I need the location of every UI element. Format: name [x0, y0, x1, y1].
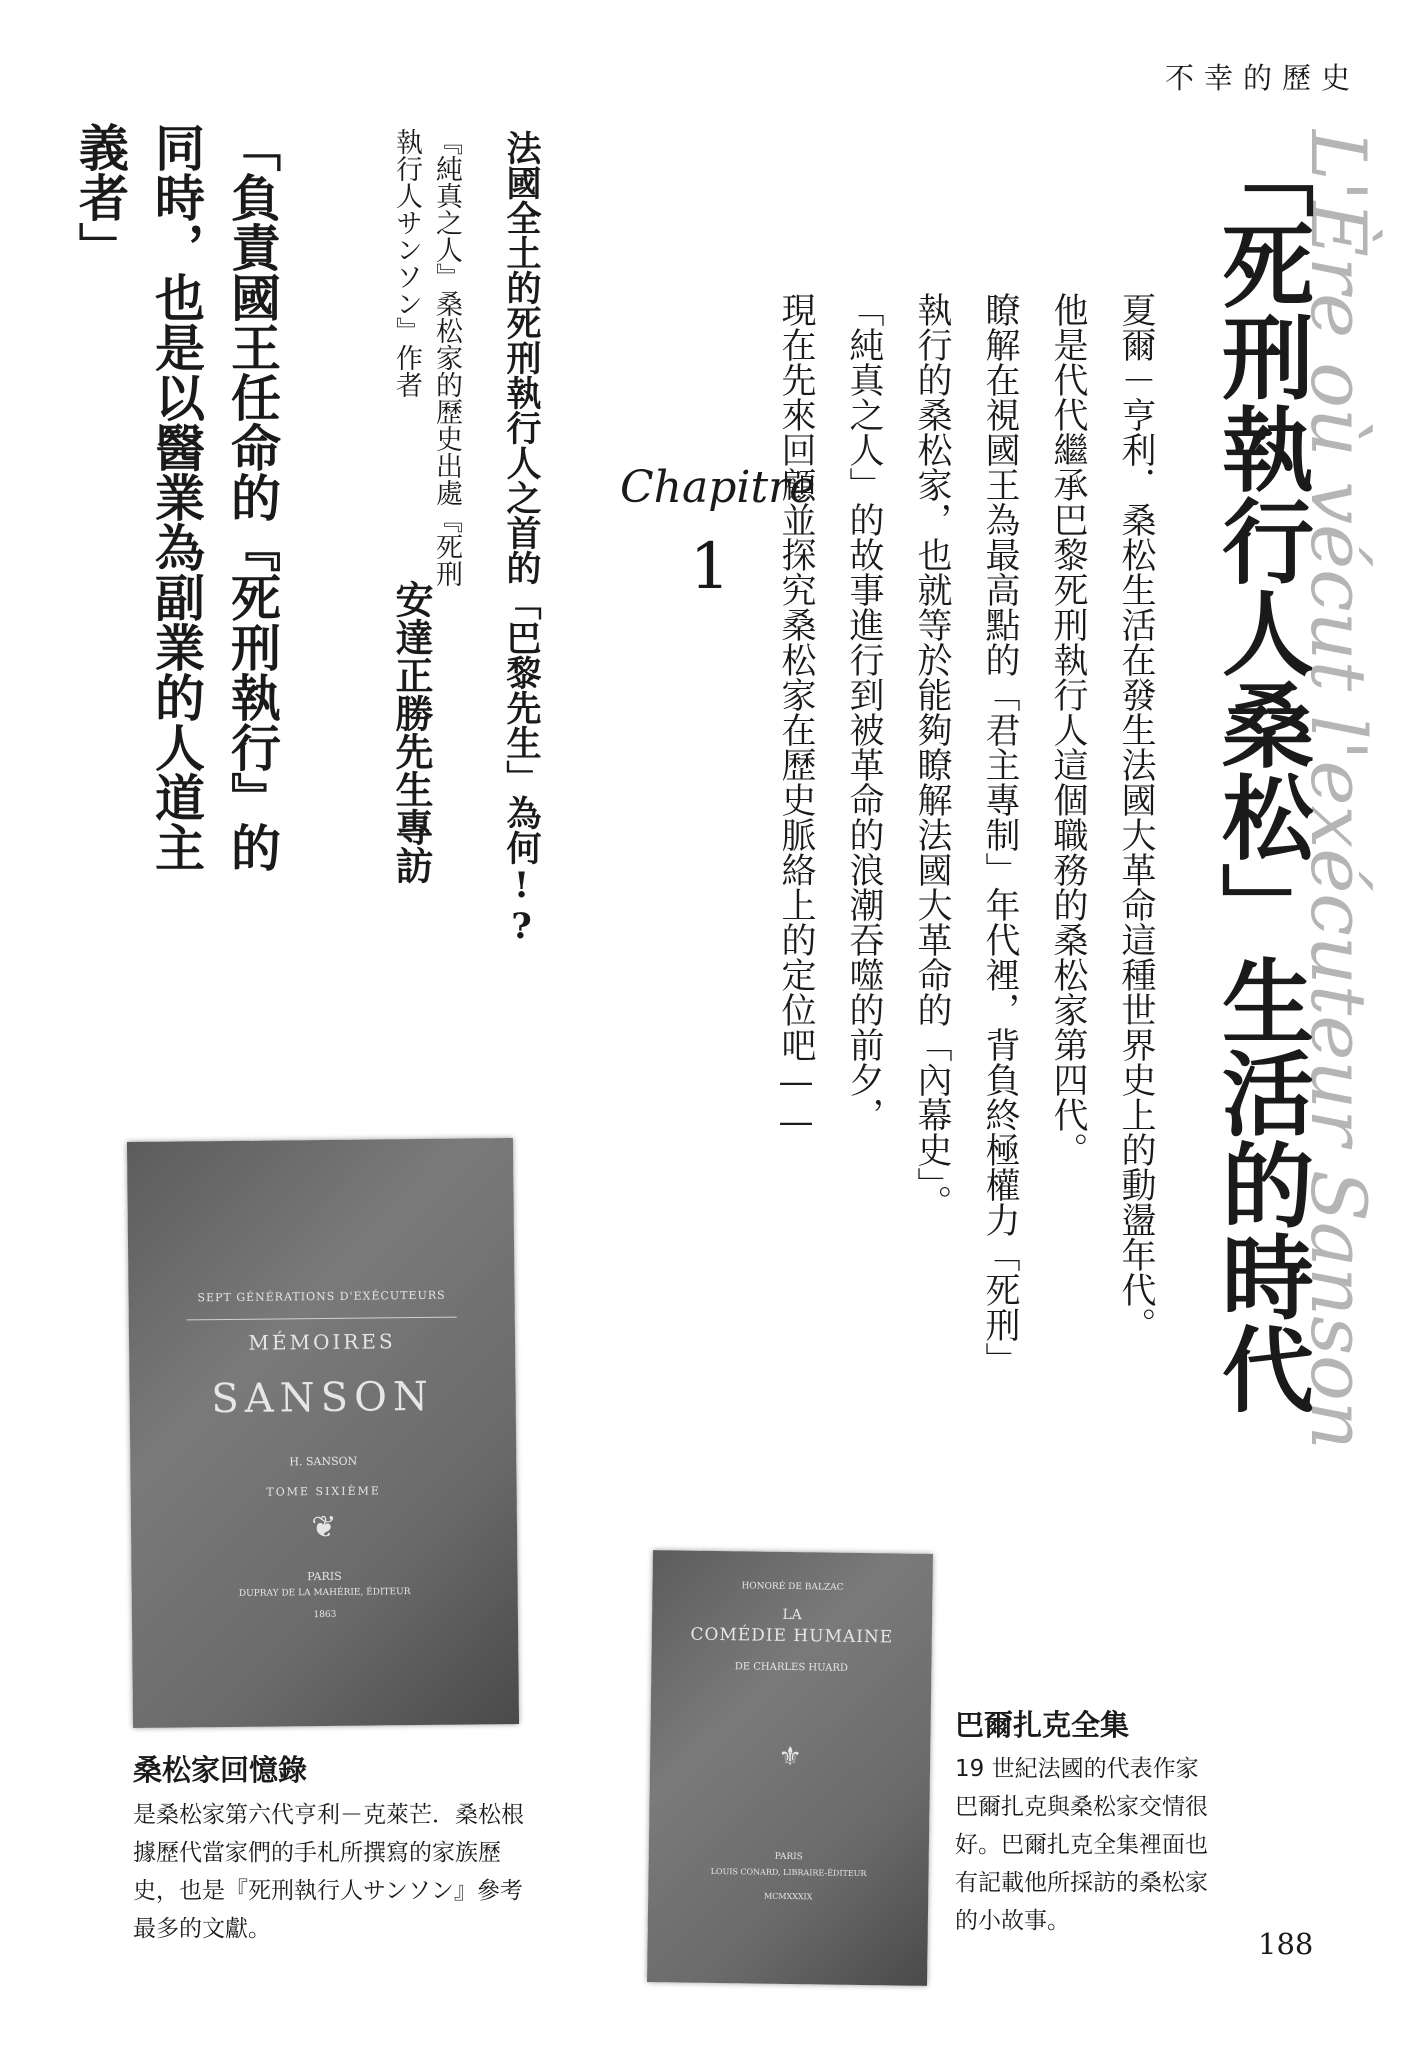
emblem-icon: ❦ [311, 1509, 337, 1546]
body-line: 瞭解在視國王為最高點的「君主專制」年代裡，背負終極權力「死刑」 [980, 292, 1020, 1377]
running-header: 不幸的歷史 [1164, 61, 1360, 95]
cover-line: SEPT GÉNÉRATIONS D'EXÉCUTEURS [197, 1288, 446, 1305]
cover-rule [187, 1317, 457, 1321]
page-number: 188 [1258, 1927, 1314, 1961]
main-title: 「死刑執行人桑松」生活的時代 [1207, 126, 1315, 1414]
body-line: 現在先來回顧並探究桑松家在歷史脈絡上的定位吧—— [776, 292, 816, 1142]
cover-line: H. SANSON [289, 1454, 358, 1469]
cover-line: LOUIS CONARD, LIBRAIRE-ÉDITEUR [710, 1866, 867, 1879]
french-subtitle: L'Ère où vécut l'exécuteur Sanson [1294, 130, 1383, 1450]
intro-body [776, 292, 1170, 1377]
cover-line: TOME SIXIÈME [266, 1484, 381, 1499]
body-line: 夏爾－亨利．桑松生活在發生法國大革命這種世界史上的動盪年代。 [1116, 292, 1156, 1342]
balzac-caption-body: 19 世紀法國的代表作家巴爾扎克與桑松家交情很好。巴爾扎克全集裡面也有記載他所採訪的桑松家的小故事。 [955, 1756, 1208, 1934]
body-line: 「純真之人」的故事進行到被革命的浪潮吞噬的前夕， [844, 292, 884, 1132]
balzac-caption-title: 巴爾扎克全集 [955, 1708, 1130, 1742]
cover-line: LA [782, 1606, 802, 1624]
emblem-icon: ⚜ [778, 1741, 803, 1773]
body-line: 他是代代繼承巴黎死刑執行人這個職務的桑松家第四代。 [1048, 292, 1088, 1167]
cover-line: MÉMOIRES [248, 1329, 396, 1355]
cover-line: PARIS [307, 1569, 342, 1584]
interview-question: 法國全土的死刑執行人之首的「巴黎先生」為何!? [501, 130, 542, 947]
cover-line: COMÉDIE HUMAINE [690, 1624, 894, 1648]
comedie-humaine-photo [647, 1550, 933, 1986]
cover-line: SANSON [211, 1373, 435, 1423]
cover-line: HONORÉ DE BALZAC [741, 1581, 844, 1593]
cover-line: DE CHARLES HUARD [734, 1661, 849, 1674]
cover-line: DUPRAY DE LA MAHÉRIE, ÉDITEUR [238, 1587, 411, 1599]
interview-source: 『純真之人』桑松家的歷史出處『死刑執行人サンソン』作者 [391, 128, 462, 587]
body-line: 執行的桑松家，也就等於能夠瞭解法國大革命的「內幕史」。 [912, 292, 952, 1220]
cover-line: PARIS [774, 1851, 803, 1863]
pull-quote: 「負責國王任命的『死刑執行』的同時，也是以醫業為副業的人道主義者」 [71, 122, 282, 872]
sanson-memoirs-photo [127, 1138, 519, 1728]
memoirs-caption-body: 是桑松家第六代亨利－克萊芒．桑松根據歷代當家們的手札所撰寫的家族歷史，也是『死刑執行人サンソン』參考最多的文獻。 [133, 1802, 524, 1942]
cover-line: 1863 [313, 1609, 337, 1621]
cover-line: MCMXXXIX [763, 1891, 813, 1902]
chapter-number: 1 [689, 530, 731, 604]
chapter-label: Chapitre [620, 462, 816, 513]
memoirs-caption-title: 桑松家回憶錄 [133, 1753, 308, 1787]
interviewee-name: 安達正勝先生專訪 [389, 580, 434, 884]
